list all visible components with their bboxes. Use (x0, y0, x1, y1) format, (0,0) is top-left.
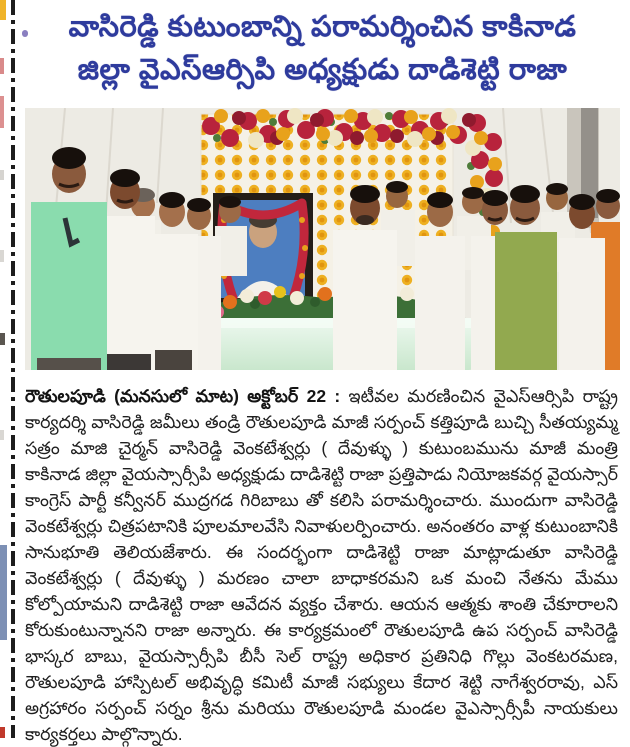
dateline: రౌతులపూడి (మనసులో మాట) అక్టోబర్ 22 : (25, 386, 341, 406)
left-edge-fragment-pink-1 (0, 58, 4, 74)
article-body (25, 383, 618, 747)
memorial-photo (25, 108, 620, 370)
left-edge-fragment-gray-3 (0, 430, 4, 440)
left-edge-fragment-gray-2 (0, 250, 4, 262)
headline (25, 6, 620, 92)
memorial-photo-illustration (25, 108, 620, 370)
left-edge-fragment-yellow (0, 0, 6, 20)
body-copy: ఇటీవల మరణించిన వైఎస్ఆర్సిపి రాష్ట్ర కార్యదర్శి వాసిరెడ్డి జమీలు తండ్రి రౌతులపూడి మాజీ సర్పంచ్ కత్తిపూడి బుచ్చి సీతయ్యమ్మ సత్రం మాజి చైర్మన్ వాసిరెడ్డి వెంకటేశ్వర్లు ( దేవుళ్ళు ) కుటుంబమును మాజీ మంత్రి కాకినాడ జిల్లా వైయస్సార్సీపి అధ్యక్షుడు దాడిశెట్టి రాజా ప్రత్తిపాడు నియోజకవర్గ వైయస్సార్ కాంగ్రెస్ పార్టీ కన్వీనర్ ముద్రగడ గిరిబాబు తో కలిసి పరామర్శించారు. ముందుగా వాసిరెడ్డి వెంకటేశ్వర్లు చిత్రపటానికి పూలమాలవేసి నివాళులర్పించారు. అనంతరం వాళ్ల కుటుంబానికి సానుభూతి తెలియజేశారు. ఈ సందర్భంగా దాడిశెట్టి రాజా మాట్లాడుతూ వాసిరెడ్డి వెంకటేశ్వర్లు ( దేవుళ్ళు ) మరణం చాలా బాధాకరమని ఒక మంచి నేతను మేము కోల్పోయామని దాడిశెట్టి రాజా ఆవేదన వ్యక్తం చేశారు. ఆయన ఆత్మకు శాంతి చేకూరాలని కోరుకుంటున్నానని రాజా అన్నారు. ఈ కార్యక్రమంలో రౌతులపూడి ఉప సర్పంచ్ వాసిరెడ్డి భాస్కర బాబు, వైయస్సార్సీపి బీసీ సెల్ రాష్ట్ర అధికార ప్రతినిధి గొల్లు వెంకటరమణ, రౌతులపూడి హాస్పిటల్ అభివృద్ధి కమిటీ మాజీ సభ్యులు కేదార శెట్టి నాగేశ్వరరావు, ఎస్ అగ్రహారం సర్పంచ్ సర్నం శ్రీను మరియు రౌతులపూడి మండల వైఎస్సార్సీపీ నాయకులు కార్యకర్తలు పాల్గొన్నారు. (25, 386, 618, 744)
headline-line-2: జిల్లా వైఎస్ఆర్సిపి అధ్యక్షుడు దాడిశెట్టి రాజా (77, 54, 568, 86)
left-edge-fragment-red (0, 727, 5, 738)
left-edge-fragment-dark (0, 333, 5, 345)
article-column (25, 0, 620, 747)
left-edge-fragment-pink-2 (0, 96, 4, 128)
column-divider-dashed-line (11, 0, 15, 738)
headline-line-1: వాసిరెడ్డి కుటుంబాన్ని పరామర్శించిన కాకినాడ (68, 11, 577, 43)
left-edge-fragment-blue (0, 545, 7, 640)
left-edge-fragment-gray-1 (0, 170, 4, 180)
